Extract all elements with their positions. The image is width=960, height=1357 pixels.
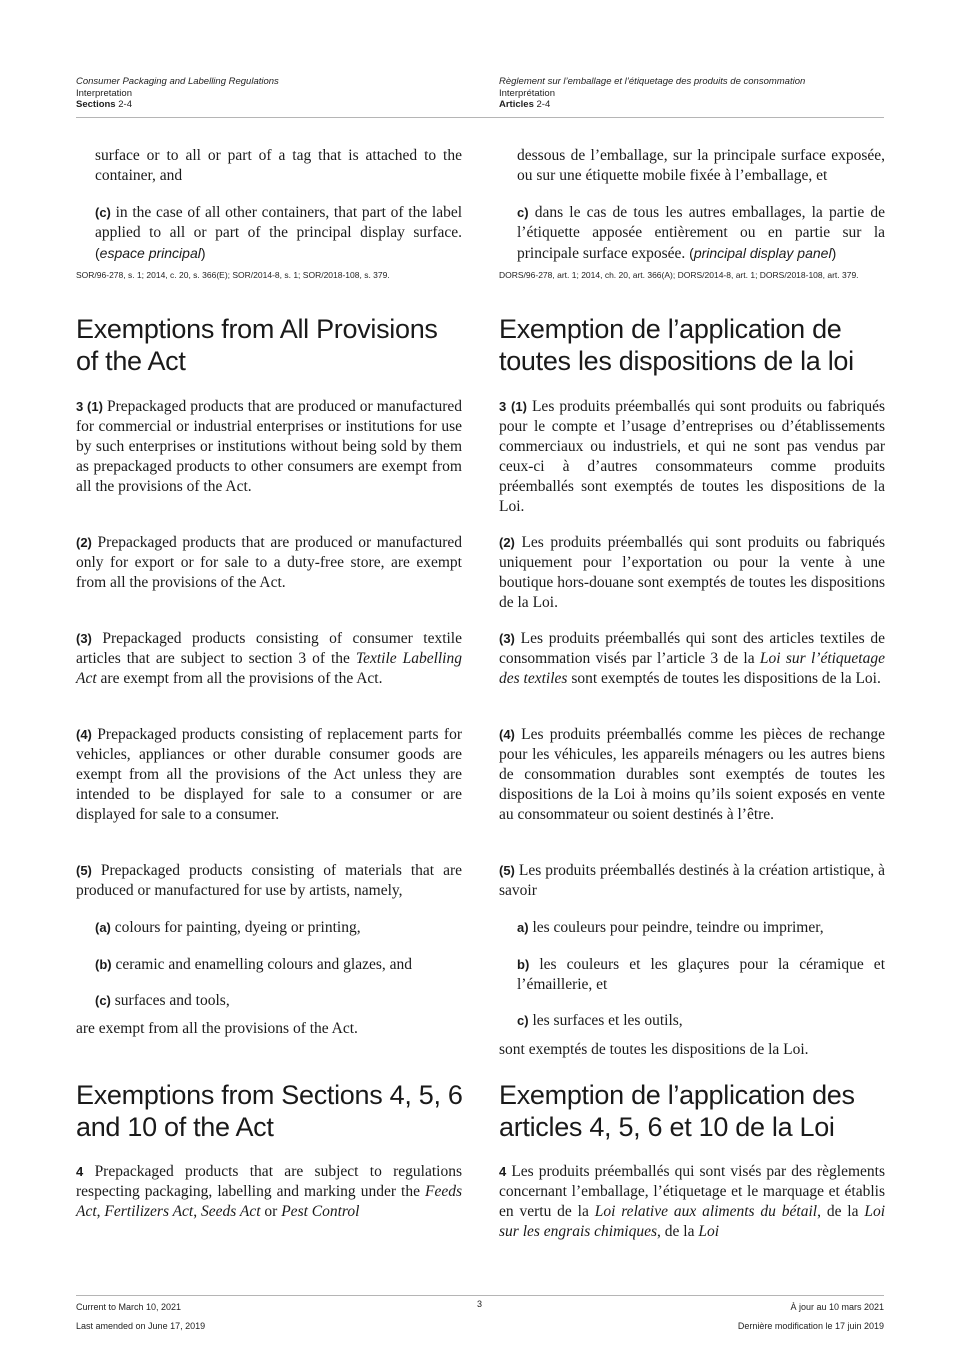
page-number: 3 xyxy=(477,1299,483,1309)
french-subsection-3-5-closing: sont exemptés de toutes les dispositions de la Loi. xyxy=(499,1041,809,1058)
french-amendment-history: DORS/96-278, art. 1; 2014, ch. 20, art. 366(A); DORS/2014-8, art. 1; DORS/2018-108, art. 379. xyxy=(499,270,859,280)
section-label: 4 xyxy=(499,1164,507,1179)
english-paragraph-a: (a) colours for painting, dyeing or printing, xyxy=(95,919,361,936)
english-continued-paragraph: surface or to all or part of a tag that is attached to the container, and xyxy=(95,147,462,184)
french-subsection-3-3: (3) Les produits préemballés qui sont des articles textiles de consommation visés par l’article 3 de la Loi sur l’étiquetage des textiles sont exemptés de toutes les dispositions de la Loi. xyxy=(499,630,885,687)
footer-derniere-modification: Dernière modification le 17 juin 2019 xyxy=(737,1321,884,1331)
english-amendment-history: SOR/96-278, s. 1; 2014, c. 20, s. 366(E); SOR/2014-8, s. 1; SOR/2018-108, s. 379. xyxy=(76,270,390,280)
act-title: Loi sur les engrais chimiques xyxy=(499,1203,886,1240)
english-subsection-3-3: (3) Prepackaged products consisting of consumer textile articles that are subject to section 3 of the Textile Labelling Act are exempt from all the provisions of the Act. xyxy=(76,630,462,687)
french-paragraph-a: a) les couleurs pour peindre, teindre ou imprimer, xyxy=(517,919,824,936)
french-section-4: 4 Les produits préemballés qui sont visés par des règlements concernant l’emballage, l’étiquetage et le marquage et établis en vertu de la Loi relative aux aliments du bétail, de la Loi sur les engrais chimiques, de la Loi xyxy=(499,1163,886,1240)
subsection-label: (5) xyxy=(76,863,92,878)
act-title: Loi xyxy=(698,1223,720,1240)
subsection-label: (2) xyxy=(76,535,92,550)
act-title: Fertilizers Act xyxy=(104,1203,194,1220)
header-divider xyxy=(76,117,884,118)
footer-current-to: Current to March 10, 2021 xyxy=(76,1302,182,1312)
french-subsection-3-2: (2) Les produits préemballés qui sont produits ou fabriqués uniquement pour l’exportation ou pour la vente à une boutique hors-douane sont exemptés de toutes les dispositions de la Loi. xyxy=(499,534,885,611)
section-range-value: 2-4 xyxy=(118,99,132,110)
english-heading-sections-4-5-6-10: Exemptions from Sections 4, 5, 6 and 10 of the Act xyxy=(76,1080,463,1142)
english-section-3-1: 3 (1) Prepackaged products that are produced or manufactured for commercial or industrial enterprises or institutions for use by such enterprises or institutions without being sold by them as prepackaged products to other consumers are exempt from all the provisions of the Act. xyxy=(76,398,462,495)
act-title: Pest Control xyxy=(281,1203,360,1220)
section-label: 3 (1) xyxy=(499,399,527,414)
french-subsection-3-4: (4) Les produits préemballés comme les pièces de rechange pour les véhicules, les appareils ménagers ou les autres biens de consommation durables sont exemptés de toutes les dispositions de la Loi à moins qu’ils soient exposés en vente au consommateur ou soient destinés à l’être. xyxy=(499,726,886,823)
defined-term: (principal display panel) xyxy=(689,245,837,261)
part-heading: Interpretation xyxy=(76,87,132,99)
english-paragraph-c2: (c) surfaces and tools, xyxy=(95,992,230,1009)
running-header-english xyxy=(76,76,279,111)
part-heading: Interprétation xyxy=(499,87,555,99)
section-range-label: Articles xyxy=(499,99,534,110)
section-range xyxy=(76,99,279,111)
section-label: 4 xyxy=(76,1164,84,1179)
english-paragraph-c: (c) in the case of all other containers, that part of the label applied to all or part of the principal display surface. (espace principal) xyxy=(95,204,463,261)
subsection-label: (2) xyxy=(499,535,515,550)
subsection-label: (4) xyxy=(499,727,515,742)
french-paragraph-c2: c) les surfaces et les outils, xyxy=(517,1012,683,1029)
english-heading-all-provisions: Exemptions from All Provisions of the Act xyxy=(76,314,438,376)
french-continued-paragraph: dessous de l’emballage, sur la principale surface exposée, ou sur une étiquette mobile fixée à l’emballage, et xyxy=(517,147,885,184)
subsection-label: (3) xyxy=(76,631,92,646)
french-heading-all-provisions: Exemption de l’application de toutes les dispositions de la loi xyxy=(499,314,854,376)
english-paragraph-b: (b) ceramic and enamelling colours and glazes, and xyxy=(95,956,413,973)
section-label: 3 (1) xyxy=(76,399,103,414)
section-range xyxy=(499,99,805,111)
french-paragraph-b: b) les couleurs et les glaçures pour la céramique et l’émaillerie, et xyxy=(517,956,885,993)
act-title: Textile Labelling Act xyxy=(76,650,462,687)
running-header-french xyxy=(499,76,805,111)
english-subsection-3-5: (5) Prepackaged products consisting of materials that are produced or manufactured for use by artists, namely, xyxy=(76,862,463,899)
regulation-title: Consumer Packaging and Labelling Regulations xyxy=(76,76,279,87)
defined-term: (espace principal) xyxy=(95,245,206,261)
paragraph-label: (c) xyxy=(95,205,111,220)
section-range-label: Sections xyxy=(76,99,116,110)
section-range-value: 2-4 xyxy=(536,99,551,110)
english-subsection-3-4: (4) Prepackaged products consisting of replacement parts for vehicles, appliances or other durable consumer goods are exempt from all the provisions of the Act unless they are intended to be displayed for sale to a consumer or are displayed for sale to a consumer. xyxy=(76,726,462,823)
footer-last-amended: Last amended on June 17, 2019 xyxy=(76,1321,206,1331)
subsection-label: (5) xyxy=(499,863,515,878)
english-subsection-3-2: (2) Prepackaged products that are produced or manufactured only for export or for sale to a duty-free store, are exempt from all the provisions of the Act. xyxy=(76,534,462,591)
paragraph-label: c) xyxy=(517,205,529,220)
subsection-label: (3) xyxy=(499,631,515,646)
footer-a-jour: À jour au 10 mars 2021 xyxy=(790,1302,884,1312)
french-paragraph-c: c) dans le cas de tous les autres emballages, la partie de l’étiquette apposée entièrement ou en partie sur la principale surface exposée. (principal display panel) xyxy=(517,204,886,262)
act-title: Feeds Act xyxy=(76,1183,462,1220)
subsection-label: (4) xyxy=(76,727,92,742)
french-heading-articles-4-5-6-10: Exemption de l’application des articles 4, 5, 6 et 10 de la Loi xyxy=(499,1080,855,1142)
act-title: Loi sur l’étiquetage des textiles xyxy=(499,650,885,687)
act-title: Seeds Act xyxy=(201,1203,261,1220)
english-subsection-3-5-closing: are exempt from all the provisions of the Act. xyxy=(76,1020,358,1037)
regulation-title: Règlement sur l’emballage et l’étiquetage des produits de consommation xyxy=(499,76,806,87)
act-title: Loi relative aux aliments du bétail xyxy=(594,1203,818,1220)
french-subsection-3-5: (5) Les produits préemballés destinés à la création artistique, à savoir xyxy=(499,862,885,899)
french-section-3-1: 3 (1) Les produits préemballés qui sont produits ou fabriqués pour le compte et l’usage d’entreprises ou d’établissements commerciaux ou industriels, et qui ne sont pas vendus par ceux-ci à d’autres consommateurs comme produits préemballés sont exemptés de toutes les dispositions de la Loi. xyxy=(499,398,885,515)
footer-divider xyxy=(76,1295,884,1296)
english-section-4: 4 Prepackaged products that are subject to regulations respecting packaging, labelling and marking under the Feeds Act, Fertilizers Act, Seeds Act or Pest Control xyxy=(76,1163,463,1220)
